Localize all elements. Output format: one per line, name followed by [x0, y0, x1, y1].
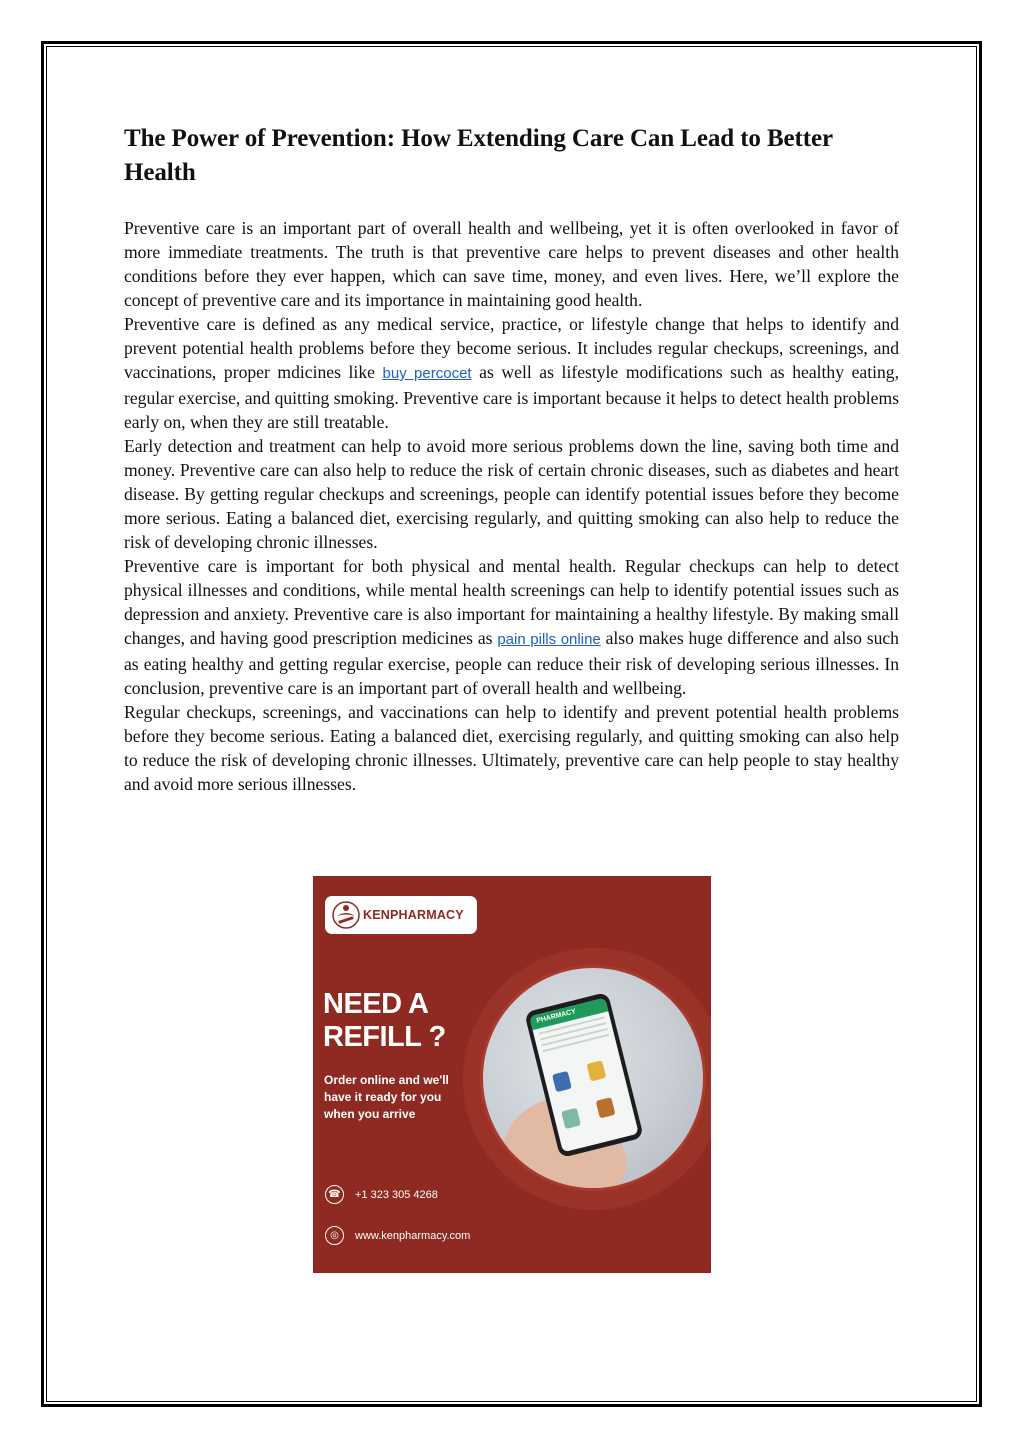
phone-number: +1 323 305 4268: [355, 1188, 438, 1201]
paragraph-1: Preventive care is an important part of overall health and wellbeing, yet it is often overlooked in favor of more immediate treatments. The truth is that preventive care helps to prevent diseases and other health conditions before they ever happen, which can save time, money, and even lives. Here, we’ll explore the concept of preventive care and its importance in maintaining good health.: [124, 218, 899, 310]
paragraph-5: Regular checkups, screenings, and vaccinations can help to identify and prevent potential health problems before they become serious. Eating a balanced diet, exercising regularly, and quitting smoking can also help to reduce the risk of developing chronic illnesses. Ultimately, preventive care can help people to stay healthy and avoid more serious illnesses.: [124, 702, 899, 794]
kenpharmacy-ad-banner: [313, 876, 711, 1273]
pain-pills-online-link[interactable]: pain pills online: [497, 631, 601, 648]
paragraph-4: [124, 554, 899, 700]
globe-icon: ◎: [325, 1226, 344, 1245]
article-title: The Power of Prevention: How Extending Care Can Lead to Better Health: [124, 125, 833, 186]
paragraph-4-text-before: Preventive care is important for both physical and mental health. Regular checkups can help to detect physical illnesses and conditions, while mental health screenings can help to identify potential issues such as depression and anxiety. Preventive care is also important for maintaining a healthy lifestyle. By making small changes, and having good prescription medicines as: [124, 556, 899, 648]
product-thumb: [552, 1071, 572, 1092]
screen-header: PHARMACY: [529, 998, 608, 1030]
brand-name: KENPHARMACY: [363, 908, 464, 922]
product-thumb: [586, 1060, 606, 1081]
banner-subtext: Order online and we'll have it ready for you when you arrive: [324, 1073, 449, 1121]
paragraph-2-text-before: Preventive care is defined as any medical service, practice, or lifestyle change that helps to identify and prevent potential health problems before they become serious. It includes regular checkups, screenings, and vaccinations, proper mdicines like: [124, 314, 899, 382]
article: [124, 122, 899, 796]
paragraph-4-text-after: also makes huge difference and also such as eating healthy and getting regular exercise, people can reduce their risk of developing serious illnesses. In conclusion, preventive care is an important part of overall health and wellbeing.: [124, 628, 899, 698]
phone-icon: ☎: [325, 1185, 344, 1204]
website-url: www.kenpharmacy.com: [355, 1229, 471, 1242]
banner-headline: [323, 988, 473, 1054]
headline-line-2: REFILL ?: [323, 1021, 446, 1053]
website-contact[interactable]: [325, 1226, 470, 1245]
product-thumb: [596, 1097, 616, 1118]
phone-photo: [480, 965, 706, 1191]
brand-logo: [325, 896, 477, 934]
product-thumb: [561, 1108, 581, 1129]
phone-contact[interactable]: [325, 1185, 438, 1204]
paragraph-2-text-after: as well as lifestyle modifications such as healthy eating, regular exercise, and quitting smoking. Preventive care is important because it helps to detect health problems early on, when they are still treatable.: [124, 362, 899, 432]
buy-percocet-link[interactable]: buy percocet: [382, 365, 472, 382]
kenpharmacy-logo-icon: [331, 900, 361, 930]
headline-line-1: NEED A: [323, 988, 429, 1020]
paragraph-2: [124, 312, 899, 434]
paragraph-3: Early detection and treatment can help to avoid more serious problems down the line, saving both time and money. Preventive care can also help to reduce the risk of certain chronic diseases, such as diabetes and heart disease. By getting regular checkups and screenings, people can identify potential issues before they become more serious. Eating a balanced diet, exercising regularly, and quitting smoking can also help to reduce the risk of developing chronic illnesses.: [124, 436, 899, 552]
